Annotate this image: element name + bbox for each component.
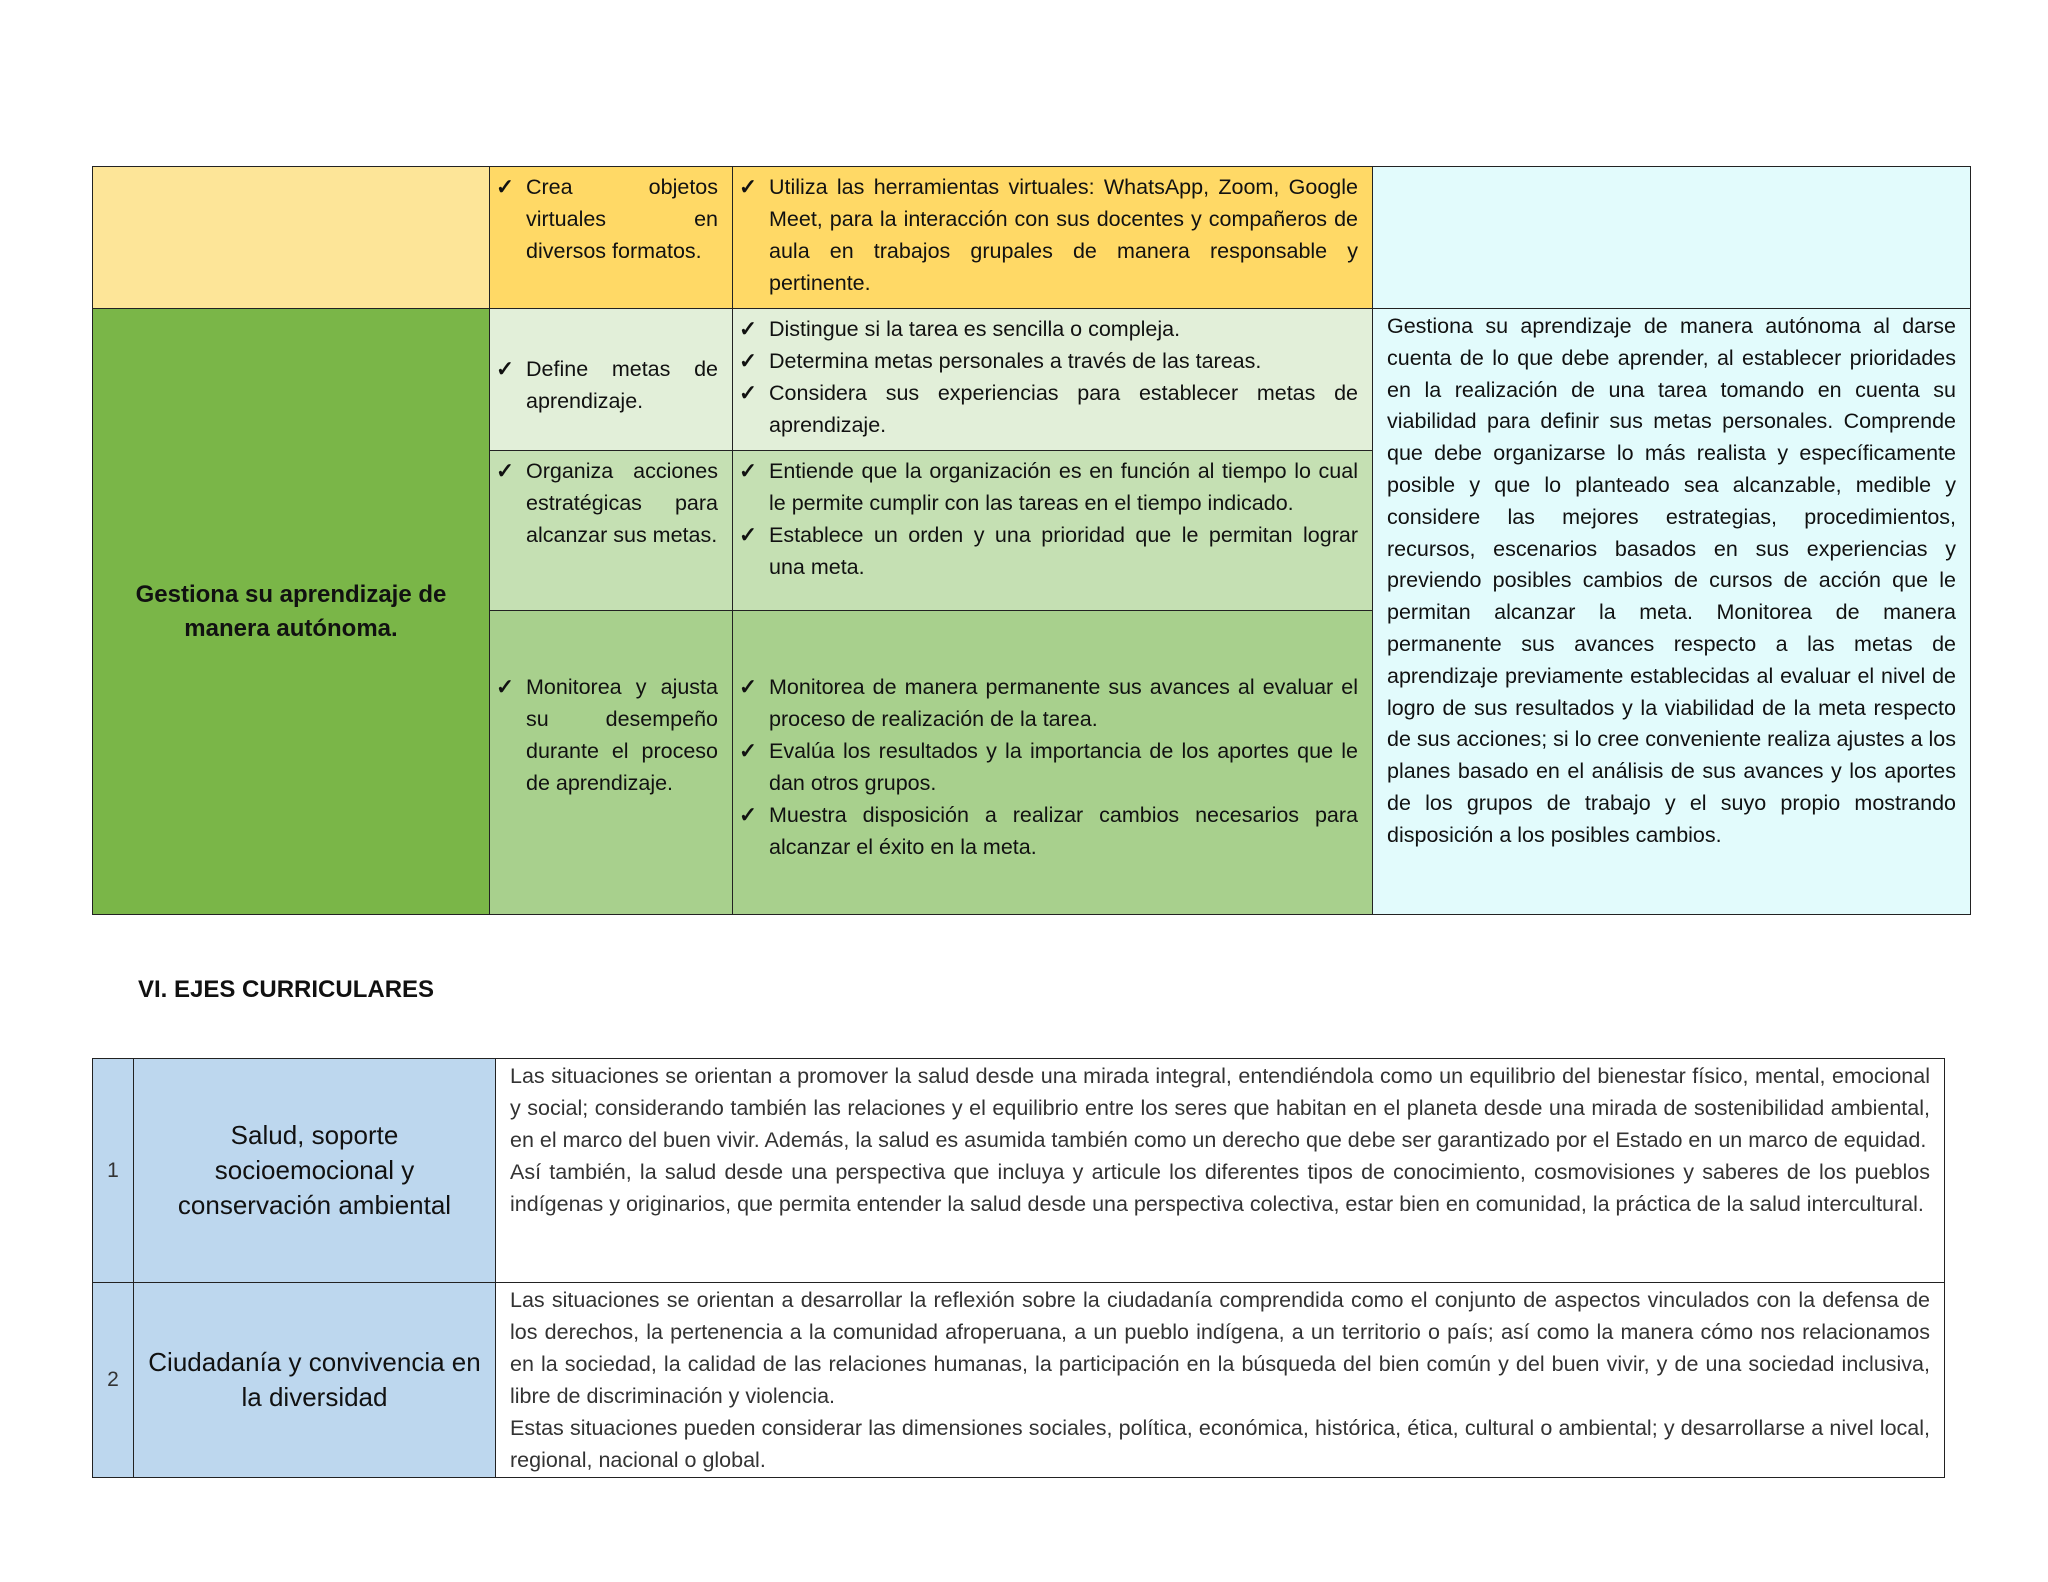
eje-paragraph: Las situaciones se orientan a promover la salud desde una mirada integral, entendiéndola como un equilibrio del bienestar físico, mental, emocional y social; considerando también las relaciones y el equilibrio entre los seres que habitan en el planeta desde una mirada de sostenibilidad ambiental, en el marco del buen vivir. Además, la salud es asumida también como un derecho que debe ser garantizado por el Estado en un marco de equidad. <box>510 1064 1930 1152</box>
capacidad-text: ✓ Crea objetos virtuales en diversos formatos. <box>496 171 718 267</box>
capacidad-cell <box>490 309 733 451</box>
desempeno-item: ✓ Entiende que la organización es en función al tiempo lo cual le permite cumplir con las tareas en el tiempo indicado. <box>739 455 1358 519</box>
section-heading: VI. EJES CURRICULARES <box>138 976 435 1003</box>
eje-name: Ciudadanía y convivencia en la diversidad <box>134 1283 496 1478</box>
eje-description <box>496 1283 1945 1478</box>
desempeno-cell <box>733 451 1373 611</box>
estandar-text: Gestiona su aprendizaje de manera autónoma al darse cuenta de lo que debe aprender, al establecer prioridades en la realización de una tarea tomando en cuenta su viabilidad para definir sus metas personales. Comprende que debe organizarse lo más realista y específicamente posible y que lo planteado sea alcanzable, medible y considere las mejores estrategias, procedimientos, recursos, escenarios basados en sus experiencias y previendo posibles cambios de cursos de acción que le permitan alcanzar la meta. Monitorea de manera permanente sus avances respecto a las metas de aprendizaje previamente establecidas al evaluar el nivel de logro de sus resultados y la viabilidad de la meta respecto de sus acciones; si lo cree conveniente realiza ajustes a los planes basado en el análisis de sus avances y los aportes de los grupos de trabajo y el suyo propio mostrando disposición a los posibles cambios. <box>1387 314 1956 847</box>
desempeno-cell <box>733 167 1373 309</box>
capacidad-text: ✓ Monitorea y ajusta su desempeño durante el proceso de aprendizaje. <box>496 671 718 799</box>
eje-paragraph: Así también, la salud desde una perspectiva que incluya y articule los diferentes tipos de conocimiento, cosmovisiones y saberes de los pueblos indígenas y originarios, que permita entender la salud desde una perspectiva colectiva, estar bien en comunidad, la práctica de la salud intercultural. <box>510 1160 1930 1216</box>
estandar-cell <box>1373 309 1971 915</box>
desempeno-cell <box>733 309 1373 451</box>
eje-paragraph: Estas situaciones pueden considerar las dimensiones sociales, política, económica, histórica, ética, cultural o ambiental; y desarrollarse a nivel local, regional, nacional o global. <box>510 1416 1930 1472</box>
eje-description <box>496 1059 1945 1283</box>
desempeno-item: ✓ Establece un orden y una prioridad que le permitan lograr una meta. <box>739 519 1358 583</box>
desempeno-cell <box>733 611 1373 915</box>
ejes-table <box>92 1058 1945 1478</box>
estandar-cell-empty <box>1373 167 1971 309</box>
desempeno-item: ✓ Muestra disposición a realizar cambios necesarios para alcanzar el éxito en la meta. <box>739 799 1358 863</box>
desempeno-item: ✓ Determina metas personales a través de las tareas. <box>739 345 1358 377</box>
desempeno-item: ✓ Monitorea de manera permanente sus avances al evaluar el proceso de realización de la tarea. <box>739 671 1358 735</box>
competencia-cell-empty <box>93 167 490 309</box>
capacidad-cell <box>490 167 733 309</box>
desempeno-item: ✓ Utiliza las herramientas virtuales: WhatsApp, Zoom, Google Meet, para la interacción con sus docentes y compañeros de aula en trabajos grupales de manera responsable y pertinente. <box>739 171 1358 299</box>
capacidad-text: ✓ Define metas de aprendizaje. <box>496 353 718 417</box>
capacidad-text: ✓ Organiza acciones estratégicas para alcanzar sus metas. <box>496 455 718 551</box>
capacidad-cell <box>490 611 733 915</box>
desempeno-item: ✓ Considera sus experiencias para establecer metas de aprendizaje. <box>739 377 1358 441</box>
competencia-text: Gestiona su aprendizaje de manera autónoma. <box>135 580 447 642</box>
capacidad-cell <box>490 451 733 611</box>
eje-number: 1 <box>93 1059 134 1283</box>
eje-paragraph: Las situaciones se orientan a desarrollar la reflexión sobre la ciudadanía comprendida como el conjunto de aspectos vinculados con la defensa de los derechos, la pertenencia a la comunidad afroperuana, a un pueblo indígena, a un territorio o país; así como la manera cómo nos relacionamos en la sociedad, la calidad de las relaciones humanas, la participación en la búsqueda del bien común y del buen vivir, y de una sociedad inclusiva, libre de discriminación y violencia. <box>510 1288 1930 1408</box>
eje-number: 2 <box>93 1283 134 1478</box>
competencias-table <box>92 166 1971 915</box>
desempeno-item: ✓ Evalúa los resultados y la importancia de los aportes que le dan otros grupos. <box>739 735 1358 799</box>
desempeno-item: ✓ Distingue si la tarea es sencilla o compleja. <box>739 313 1358 345</box>
competencia-cell <box>93 309 490 915</box>
eje-name: Salud, soporte socioemocional y conservación ambiental <box>134 1059 496 1283</box>
